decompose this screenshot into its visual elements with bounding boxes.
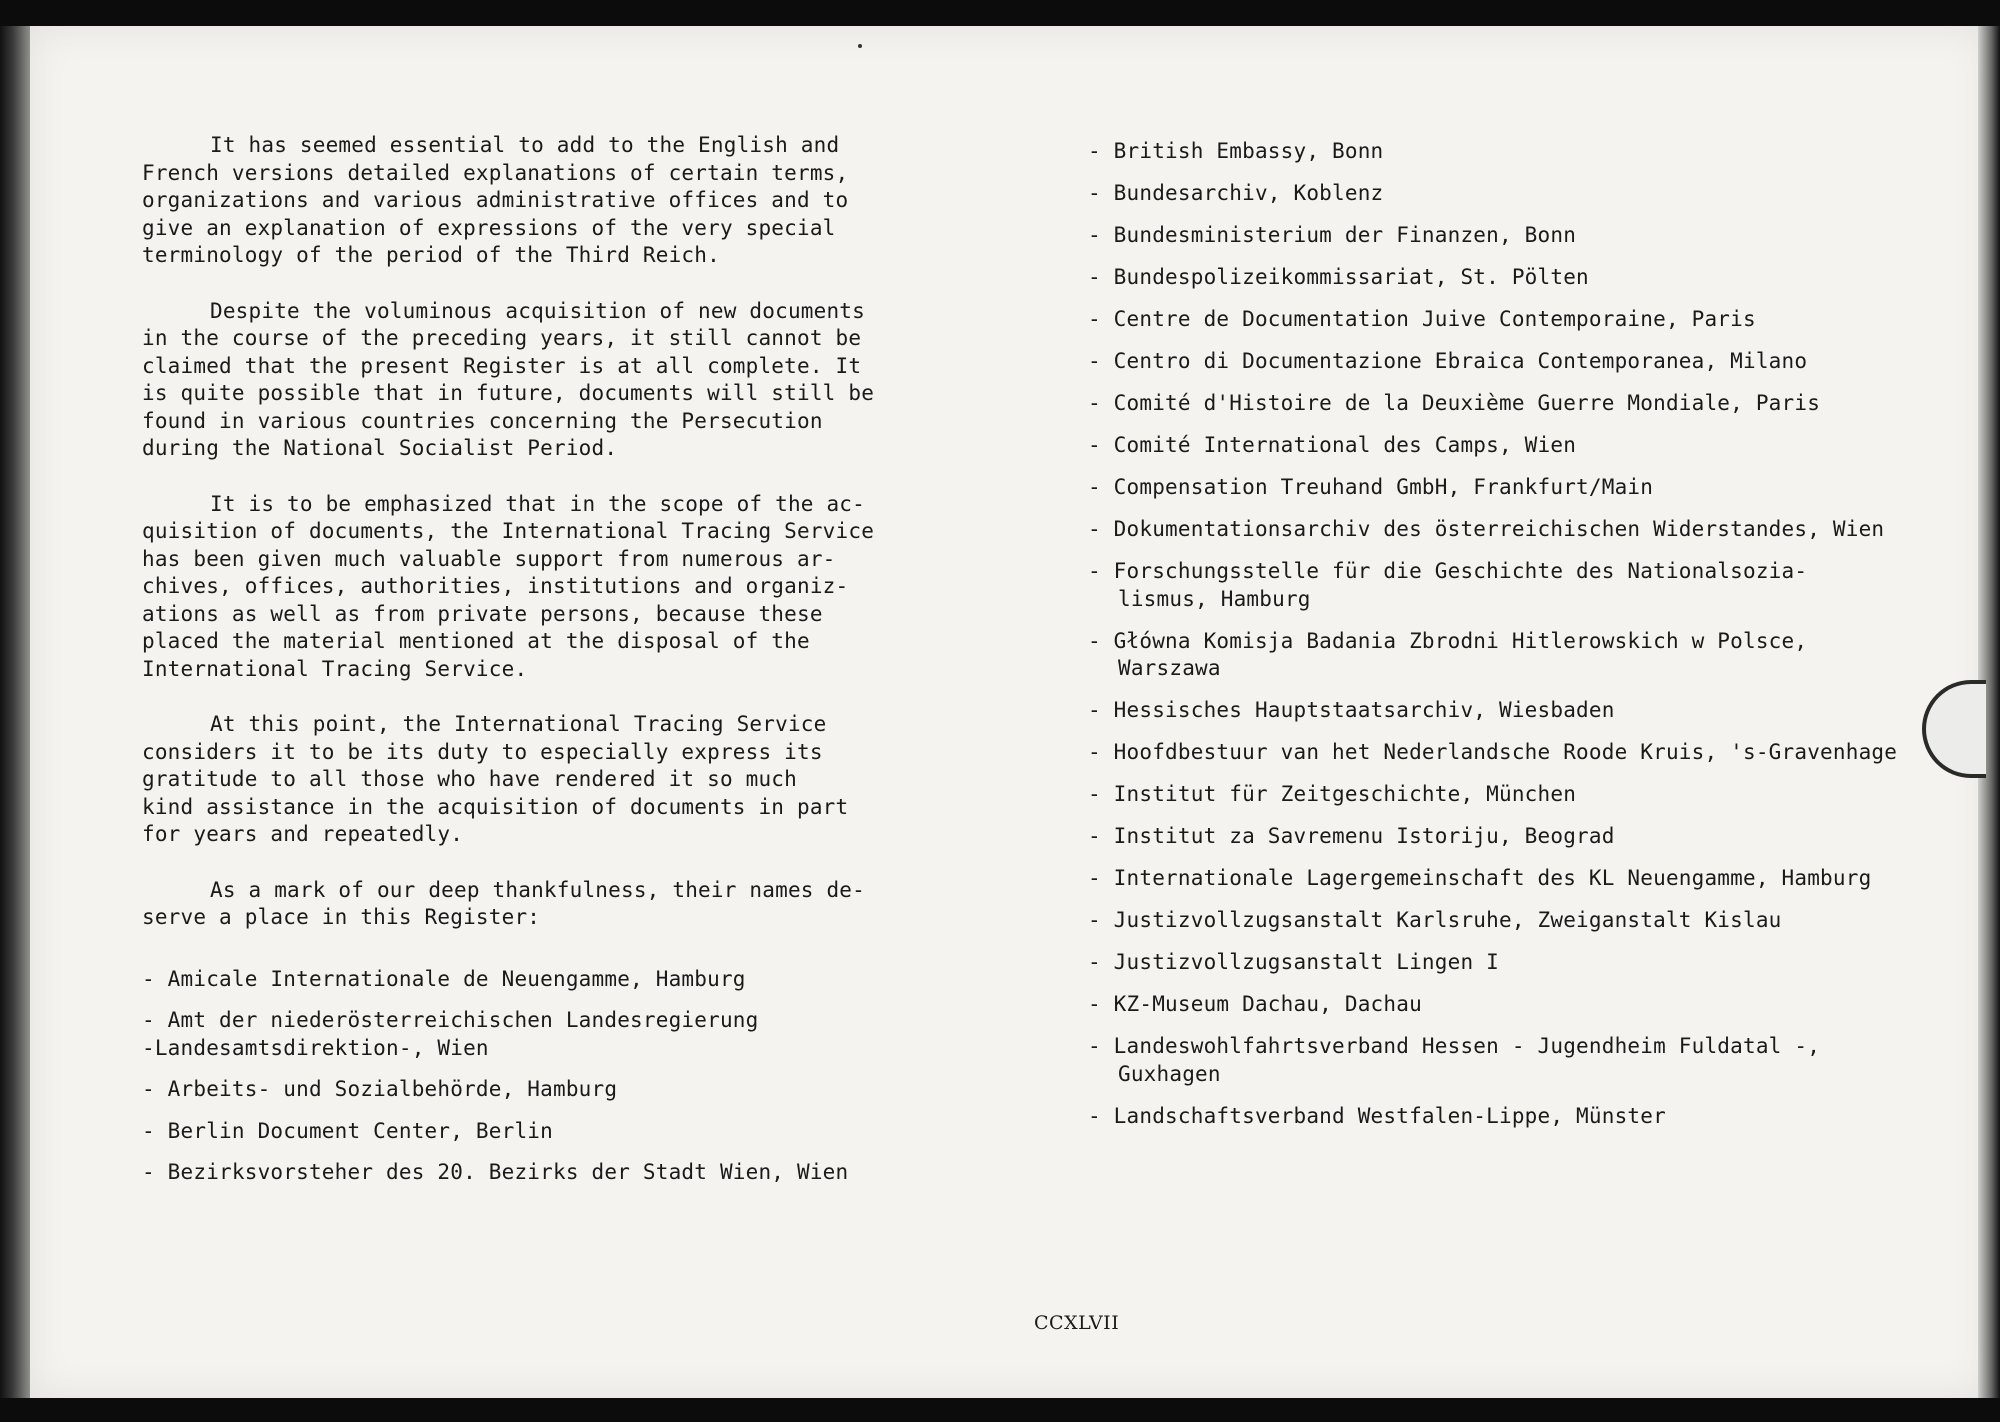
list-item: - Bundesministerium der Finanzen, Bonn xyxy=(1088,223,1577,247)
list-item: - British Embassy, Bonn xyxy=(1088,139,1384,163)
speck xyxy=(858,44,862,48)
list-item: - Arbeits- und Sozialbehörde, Hamburg xyxy=(142,1077,618,1101)
list-item: - Institut za Savremenu Istoriju, Beograd xyxy=(1088,824,1615,848)
list-item: - Justizvollzugsanstalt Lingen I xyxy=(1088,950,1499,974)
list-item: - Hoofdbestuur van het Nederlandsche Roode Kruis, 's-Gravenhage xyxy=(1088,740,1898,764)
left-column xyxy=(142,132,972,1201)
list-item: - Bundesarchiv, Koblenz xyxy=(1088,181,1384,205)
list-item: - Bundespolizeikommissariat, St. Pölten xyxy=(1088,265,1589,289)
paragraph: It has seemed essential to add to the English and French versions detailed explanations of certain terms, organizations and various administrative offices and to give an explanation of expressions of the very special terminology of the period of the Third Reich. xyxy=(142,133,849,267)
list-item: - Amt der niederösterreichischen Landesregierung -Landesamtsdirektion-, Wien xyxy=(142,1008,759,1060)
list-item: - Amicale Internationale de Neuengamme, Hamburg xyxy=(142,966,746,991)
paragraph: It is to be emphasized that in the scope of the ac- quisition of documents, the International Tracing Service has been given much valuable support from numerous ar- chives, offices, authorities, institutions and organiz- ations as well as from private persons, because these placed the material mentioned at the disposal of the International Tracing Service. xyxy=(142,491,875,681)
list-item: - Forschungsstelle für die Geschichte des Nationalsozia- lismus, Hamburg xyxy=(1088,559,1808,611)
list-item: - Główna Komisja Badania Zbrodni Hitlerowskich w Polsce, Warszawa xyxy=(1088,628,1808,680)
right-column xyxy=(1088,138,1908,1145)
paragraph: Despite the voluminous acquisition of new documents in the course of the preceding years, it still cannot be claimed that the present Register is at all complete. It is quite possible that in future, documents will still be found in various countries concerning the Persecution during the National Socialist Period. xyxy=(142,298,875,460)
list-item: - Landschaftsverband Westfalen-Lippe, Münster xyxy=(1088,1103,1666,1128)
list-item: - Centre de Documentation Juive Contemporaine, Paris xyxy=(1088,307,1756,331)
binding-shadow xyxy=(0,26,32,1398)
list-item: - Centro di Documentazione Ebraica Contemporanea, Milano xyxy=(1088,349,1808,373)
paragraph: At this point, the International Tracing Service considers it to be its duty to especially express its gratitude to all those who have rendered it so much kind assistance in the acquisition of documents in part for years and repeatedly. xyxy=(142,712,849,846)
page-number: CCXLVII xyxy=(1034,1312,1120,1334)
list-item: - KZ-Museum Dachau, Dachau xyxy=(1088,992,1422,1016)
list-item: - Comité International des Camps, Wien xyxy=(1088,433,1577,457)
list-item: - Hessisches Hauptstaatsarchiv, Wiesbaden xyxy=(1088,698,1615,722)
list-item: - Comité d'Histoire de la Deuxième Guerre Mondiale, Paris xyxy=(1088,391,1821,415)
list-item: - Landeswohlfahrtsverband Hessen - Jugendheim Fuldatal -, Guxhagen xyxy=(1088,1034,1821,1086)
list-item: - Compensation Treuhand GmbH, Frankfurt/Main xyxy=(1088,475,1654,499)
list-item: - Bezirksvorsteher des 20. Bezirks der Stadt Wien, Wien xyxy=(142,1160,849,1184)
list-item: - Berlin Document Center, Berlin xyxy=(142,1118,553,1143)
list-item: - Justizvollzugsanstalt Karlsruhe, Zweiganstalt Kislau xyxy=(1088,908,1782,932)
list-item: - Internationale Lagergemeinschaft des KL Neuengamme, Hamburg xyxy=(1088,866,1872,890)
list-item: - Dokumentationsarchiv des österreichischen Widerstandes, Wien xyxy=(1088,517,1885,541)
paragraph: As a mark of our deep thankfulness, their names de- serve a place in this Register: xyxy=(142,877,865,929)
list-item: - Institut für Zeitgeschichte, München xyxy=(1088,782,1577,806)
